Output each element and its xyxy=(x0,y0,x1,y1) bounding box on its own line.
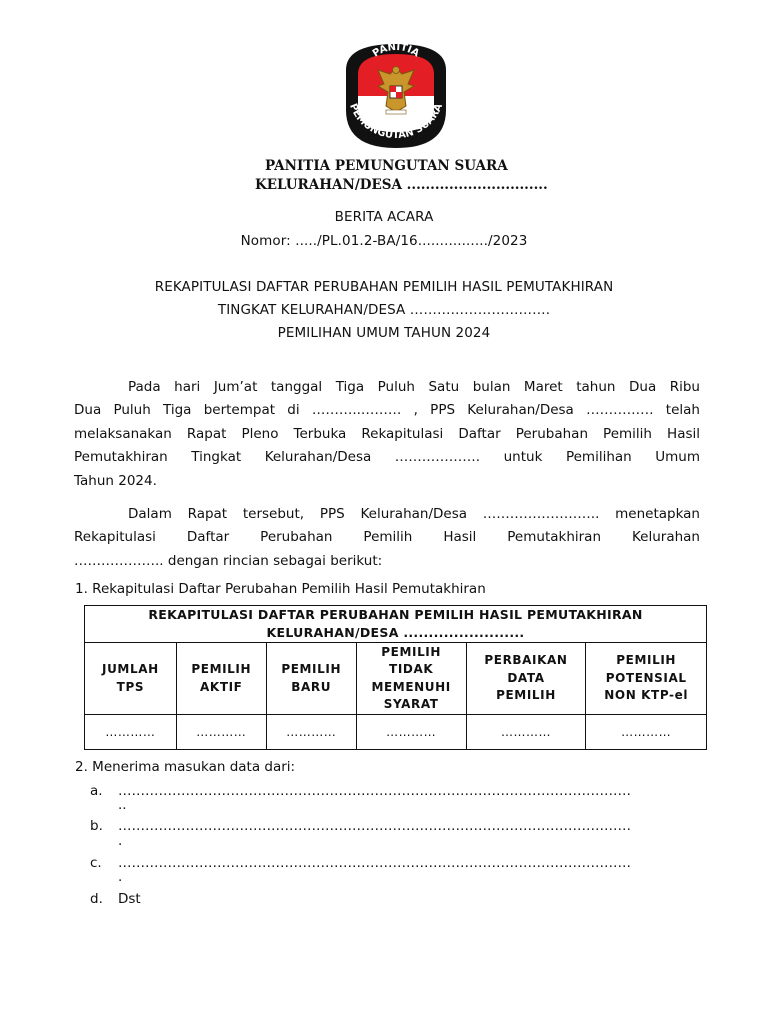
document-type: BERITA ACARA xyxy=(334,209,434,225)
column-header-line: MEMENUHI xyxy=(371,679,451,694)
column-header-line: TIDAK xyxy=(389,662,434,676)
list-text: Dst xyxy=(118,891,141,907)
kpu-pps-logo xyxy=(338,40,454,152)
paragraph-meeting xyxy=(74,503,700,573)
table-cell: ………… xyxy=(176,715,266,750)
column-header-line: PEMILIH xyxy=(281,662,342,676)
recap-table xyxy=(84,605,707,750)
list-item-c-cont xyxy=(0,869,768,889)
list-label: c. xyxy=(90,855,102,871)
table-cell: ………… xyxy=(466,715,586,750)
table-title-line-2: KELURAHAN/DESA ........................ xyxy=(266,625,525,640)
table-header-row xyxy=(85,643,707,715)
paragraph-line: Dalam Rapat tersebut, PPS Kelurahan/Desa …………………….. menetapkan xyxy=(128,506,700,522)
column-header-line: AKTIF xyxy=(200,679,243,694)
subject-line-1: REKAPITULASI DAFTAR PERUBAHAN PEMILIH HASIL PEMUTAKHIRAN xyxy=(154,279,614,295)
column-header-line: SYARAT xyxy=(383,697,439,711)
column-header xyxy=(356,643,466,715)
list-text-continuation: . xyxy=(118,833,123,849)
section-1-heading: 1. Rekapitulasi Daftar Perubahan Pemilih Hasil Pemutakhiran xyxy=(75,581,486,597)
column-header-line: PEMILIH xyxy=(191,662,252,676)
table-title xyxy=(85,606,707,643)
table-title-line-1: REKAPITULASI DAFTAR PERUBAHAN PEMILIH HASIL PEMUTAKHIRAN xyxy=(148,607,643,622)
list-label: b. xyxy=(90,818,103,834)
list-text: …………………………………………………………………………………………………… xyxy=(118,783,631,799)
table-title-row xyxy=(85,606,707,643)
column-header-line: JUMLAH xyxy=(102,662,159,676)
list-item-d xyxy=(0,891,768,911)
column-header xyxy=(466,643,586,715)
column-header-line: DATA xyxy=(507,670,545,685)
column-header-line: TPS xyxy=(116,679,145,694)
paragraph-line: ……………….. dengan rincian sebagai berikut: xyxy=(74,552,383,569)
list-label: a. xyxy=(90,783,103,799)
list-text-continuation: .. xyxy=(118,797,127,813)
column-header-line: PEMILIH xyxy=(496,688,556,703)
list-item-a-cont xyxy=(0,797,768,817)
paragraph-line: melaksanakan Rapat Pleno Terbuka Rekapitulasi Daftar Perubahan Pemilih Hasil xyxy=(74,425,700,442)
paragraph-opening xyxy=(74,376,700,493)
column-header-line: BARU xyxy=(291,679,332,694)
list-text: …………………………………………………………………………………………………… xyxy=(118,818,631,834)
column-header-line: PEMILIH xyxy=(381,644,442,659)
table-cell: ………… xyxy=(266,715,356,750)
kelurahan-line: KELURAHAN/DESA .............................. xyxy=(255,177,548,193)
subject-line-3: PEMILIHAN UMUM TAHUN 2024 xyxy=(277,325,491,341)
table-cell: ………… xyxy=(356,715,466,750)
list-item-b-cont xyxy=(0,833,768,853)
column-header xyxy=(85,643,177,715)
paragraph-line: Pada hari Jum’at tanggal Tiga Puluh Satu bulan Maret tahun Dua Ribu xyxy=(128,379,700,395)
column-header-line: POTENSIAL xyxy=(605,670,687,685)
table-cell: ………… xyxy=(586,715,707,750)
table-cell: ………… xyxy=(85,715,177,750)
column-header-line: PEMILIH xyxy=(616,653,677,668)
document-number: Nomor: ...../PL.01.2-BA/16................/2023 xyxy=(240,233,528,249)
column-header-line: NON KTP-el xyxy=(604,688,689,703)
column-header xyxy=(266,643,356,715)
list-label: d. xyxy=(90,891,103,907)
logo-top-text: PANITIA xyxy=(370,41,422,60)
column-header-line: PERBAIKAN xyxy=(484,653,568,668)
column-header xyxy=(586,643,707,715)
table-row xyxy=(85,715,707,750)
subject-line-2: TINGKAT KELURAHAN/DESA …………………………. xyxy=(217,302,551,318)
list-text-continuation: . xyxy=(118,869,123,885)
logo-emblem xyxy=(338,40,454,152)
section-2-heading: 2. Menerima masukan data dari: xyxy=(75,759,296,775)
column-header xyxy=(176,643,266,715)
paragraph-line: Rekapitulasi Daftar Perubahan Pemilih Hasil Pemutakhiran Kelurahan xyxy=(74,529,700,546)
paragraph-line: Dua Puluh Tiga bertempat di ………..……… , PPS Kelurahan/Desa …………… telah xyxy=(74,402,700,419)
org-name: PANITIA PEMUNGUTAN SUARA xyxy=(265,158,508,174)
paragraph-line: Pemutakhiran Tingkat Kelurahan/Desa ………………. untuk Pemilihan Umum xyxy=(74,449,700,466)
list-text: …………………………………………………………………………………………………… xyxy=(118,855,631,871)
paragraph-line: Tahun 2024. xyxy=(74,472,157,489)
logo-bottom-text: PEMUNGUTAN SUARA xyxy=(347,102,445,142)
